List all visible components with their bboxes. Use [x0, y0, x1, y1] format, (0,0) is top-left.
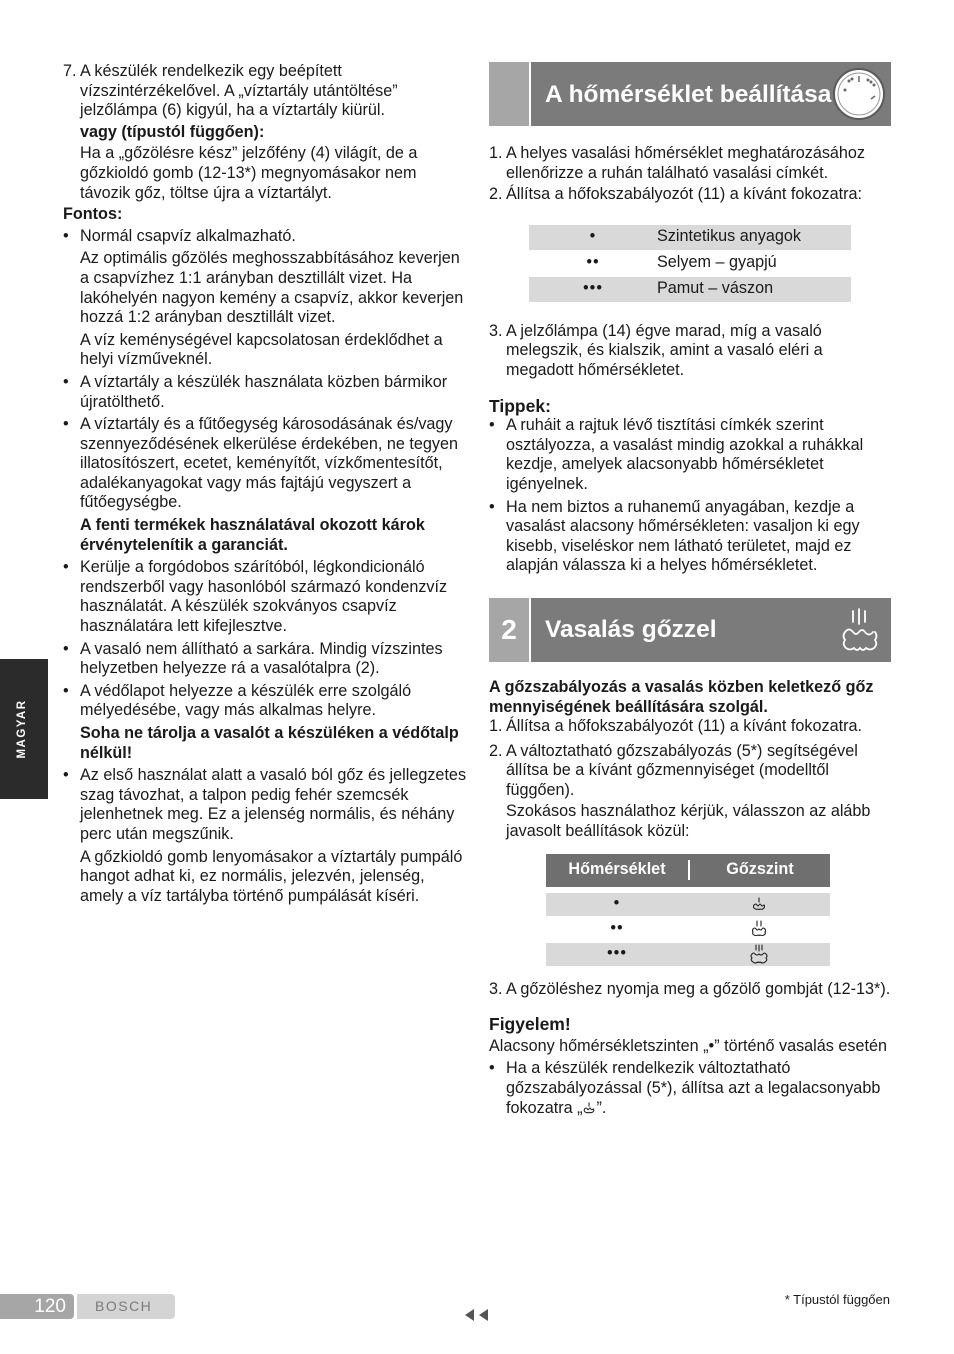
list-item — [63, 640, 468, 679]
left-column — [63, 62, 468, 906]
section-number: 2 — [489, 598, 531, 662]
list-item-text: Az optimális gőzölés meghosszabbításához keverjen a csapvízhez 1:1 arányban desztillált vizet. Ha lakóhelyén nagyon kemény a csapvíz, akkor keverjen hozzá 1:2 arányban desztillált vizet. — [80, 249, 464, 327]
list-item-text: Kerülje a forgódobos szárítóból, légkondicionáló rendszerből vagy hasonlóból származó kondenzvíz használatát. A készülék szokványos csapvíz használatára lett kifejlesztve. — [80, 558, 448, 636]
language-side-tab — [0, 659, 48, 799]
list-item-text: A gőzkioldó gomb lenyomásakor a víztartály pumpáló hangot adhat ki, ez normális, jelezvén, jelenség, amely a víz tartályba történő pumpálását kíséri. — [80, 847, 463, 905]
list-item — [63, 373, 468, 412]
bullet: • — [489, 497, 495, 516]
warning-bullet-text: Ha a készülék rendelkezik változtatható gőzszabályozással (5*), állítsa azt a legalacsonyabb fokozatra „ — [506, 1059, 881, 1117]
steam-intro: A gőzszabályozás a vasalás közben keletkező gőz mennyiségének beállítására szolgál. — [489, 677, 874, 716]
bullet: • — [489, 1059, 495, 1078]
list-item-text: A helyes vasalási hőmérséklet meghatározásához ellenőrizze a ruhán található vasalási címkét. — [506, 144, 866, 182]
list-item-text: Szokásos használathoz kérjük, válasszon az alább javasolt beállítások közül: — [506, 802, 871, 841]
list-item — [489, 1059, 891, 1118]
tips-heading: Tippek: — [489, 395, 551, 416]
list-item-text: Állítsa a hőfokszabályozót (11) a kívánt fokozatra: — [506, 185, 863, 204]
table-row — [546, 918, 830, 941]
table-row — [529, 277, 851, 302]
list-item-text: Ha a „gőzölésre kész” jelzőfény (4) világít, de a gőzkioldó gomb (12-13*) megnyomásakor nem távozik gőz, töltse újra a víztartályt. — [80, 144, 418, 202]
list-item — [63, 415, 468, 555]
section-title: A hőmérséklet beállítása — [545, 80, 832, 108]
list-item-text: Állítsa a hőfokszabályozót (11) a kívánt fokozatra. — [506, 717, 863, 736]
list-item-text — [506, 1059, 891, 1118]
bullet: • — [63, 681, 69, 700]
steam-level-1-icon — [582, 1101, 596, 1115]
dots-cell: •• — [610, 919, 624, 938]
language-label: MAGYAR — [16, 699, 29, 759]
list-number: 1. — [489, 144, 503, 162]
list-number: 3. — [489, 979, 503, 998]
list-number: 2. — [489, 185, 503, 204]
bullet: • — [63, 766, 69, 785]
warning-heading: Figyelem! — [489, 1014, 571, 1035]
steam-level-2-icon — [750, 920, 768, 938]
section-banner-temperature — [489, 62, 891, 126]
list-item — [63, 227, 468, 370]
storage-warning: Soha ne tárolja a vasalót a készüléken a védőtalp nélkül! — [80, 724, 459, 762]
list-number: 1. — [489, 717, 503, 736]
list-item — [489, 416, 891, 494]
list-number: 2. — [489, 741, 503, 760]
nav-back-icon[interactable] — [464, 1308, 490, 1322]
steam-level-cell — [688, 896, 830, 912]
bullet: • — [63, 558, 69, 577]
steam-level-3-icon — [748, 944, 770, 965]
list-item-2 — [489, 742, 891, 842]
fabric-cell: Selyem – gyapjú — [657, 253, 777, 272]
temperature-table — [529, 225, 851, 302]
section-banner-steam — [489, 598, 891, 662]
steam-level-cell — [688, 944, 830, 965]
list-item-2 — [489, 185, 891, 205]
section-title: Vasalás gőzzel — [545, 616, 717, 644]
dots-cell: • — [589, 227, 597, 246]
list-item — [63, 766, 468, 906]
fabric-cell: Szintetikus anyagok — [657, 227, 801, 246]
list-number: 3. — [489, 321, 503, 340]
list-item-text: A védőlapot helyezze a készülék erre szolgáló mélyedésébe, vagy más alkalmas helyre. — [80, 681, 412, 720]
dots-cell: ••• — [606, 944, 627, 963]
steam-table — [546, 854, 830, 966]
list-item-text: A víztartály a készülék használata közben bármikor újratölthető. — [80, 372, 448, 411]
dots-cell: ••• — [582, 279, 603, 298]
list-item-text: Ha nem biztos a ruhanemű anyagában, kezdje a vasalást alacsony hőmérsékleten: vasaljon ki egy kisebb, viseléskor nem látható területet, majd ez alapján válassza ki a helyes hőmérsékletet. — [506, 497, 860, 575]
list-item-text: A változtatható gőzszabályozás (5*) segítségével állítsa be a kívánt gőzmennyiséget (modelltől függően). — [506, 741, 858, 799]
bullet: • — [63, 372, 69, 391]
steam-level-cell — [688, 920, 830, 938]
steam-icon — [831, 602, 887, 658]
list-item-3 — [489, 980, 891, 1000]
warning-text: Alacsony hőmérsékletszinten „•” történő vasalás esetén — [489, 1036, 887, 1055]
warranty-warning: A fenti termékek használatával okozott károk érvénytelenítik a garanciát. — [80, 516, 425, 554]
list-item — [63, 682, 468, 763]
header-cell: Hőmérséklet — [546, 860, 690, 880]
dots-cell: • — [613, 894, 621, 913]
list-item-text: A gőzöléshez nyomja meg a gőzölő gombját (12-13*). — [506, 979, 891, 998]
page-number: 120 — [0, 1294, 74, 1319]
bullet: • — [63, 226, 69, 245]
list-item-7 — [63, 62, 468, 203]
table-header — [546, 854, 830, 887]
list-item-text: A ruháit a rajtuk lévő tisztítási címkék szerint osztályozza, a vasalást mindig azokkal a ruhákkal kezdje, amelyek alacsonyabb hőmérsékletet igényelnek. — [506, 416, 864, 493]
list-item-note: vagy (típustól függően): — [80, 122, 265, 141]
list-item-text: A víztartály és a fűtőegység károsodásának és/vagy szennyeződésének elkerülése érdekében, ne tegyen illatosítószert, ecetet, keményítőt, vízkőmentesítőt, adalékanyagokat vagy más fajtájú vegyszert a fűtőegységbe. — [80, 415, 458, 512]
list-item-text: A készülék rendelkezik egy beépített vízszintérzékelővel. A „víztartály utántöltése” jelzőlámpa (6) kigyúl, ha a víztartály kiürül. — [80, 62, 398, 120]
list-item-text: Az első használat alatt a vasaló ból gőz és jellegzetes szag távozhat, a talpon pedig fehér szemcsék jelenhetnek meg. Ez a jelenség normális, és néhány perc után megszűnik. — [80, 766, 467, 843]
temperature-dial-icon — [831, 66, 887, 122]
table-row — [529, 251, 851, 276]
right-column — [489, 62, 891, 1118]
important-heading: Fontos: — [63, 205, 123, 224]
dots-cell: •• — [586, 253, 600, 272]
table-row — [546, 893, 830, 916]
list-item — [489, 498, 891, 576]
brand-label: BOSCH — [77, 1294, 175, 1319]
list-item-1 — [489, 144, 891, 183]
header-cell: Gőzszint — [726, 860, 794, 879]
table-row — [529, 225, 851, 250]
bullet: • — [63, 639, 69, 658]
list-item-text: A vasaló nem állítható a sarkára. Mindig vízszintes helyzetben helyezze rá a vasalótalpra (2). — [80, 639, 443, 678]
list-item-3 — [489, 322, 891, 381]
list-item — [63, 558, 468, 636]
list-item-text: A jelzőlámpa (14) égve marad, míg a vasaló melegszik, és kialszik, amint a vasaló eléri a megadott hőmérsékletet. — [506, 321, 823, 379]
banner-tab — [489, 62, 531, 126]
list-item-text: A víz keménységével kapcsolatosan érdeklődhet a helyi vízműveknél. — [80, 330, 443, 369]
list-item-1 — [489, 717, 891, 737]
fabric-cell: Pamut – vászon — [657, 279, 774, 298]
bullet: • — [63, 415, 69, 434]
list-item-text: Normál csapvíz alkalmazható. — [80, 226, 296, 245]
footnote: * Típustól függően — [784, 1292, 890, 1307]
bullet: • — [489, 416, 495, 435]
steam-level-1-icon — [751, 896, 767, 912]
table-row — [546, 943, 830, 966]
warning-bullet-end: ”. — [596, 1098, 607, 1117]
list-number: 7. — [63, 62, 77, 80]
